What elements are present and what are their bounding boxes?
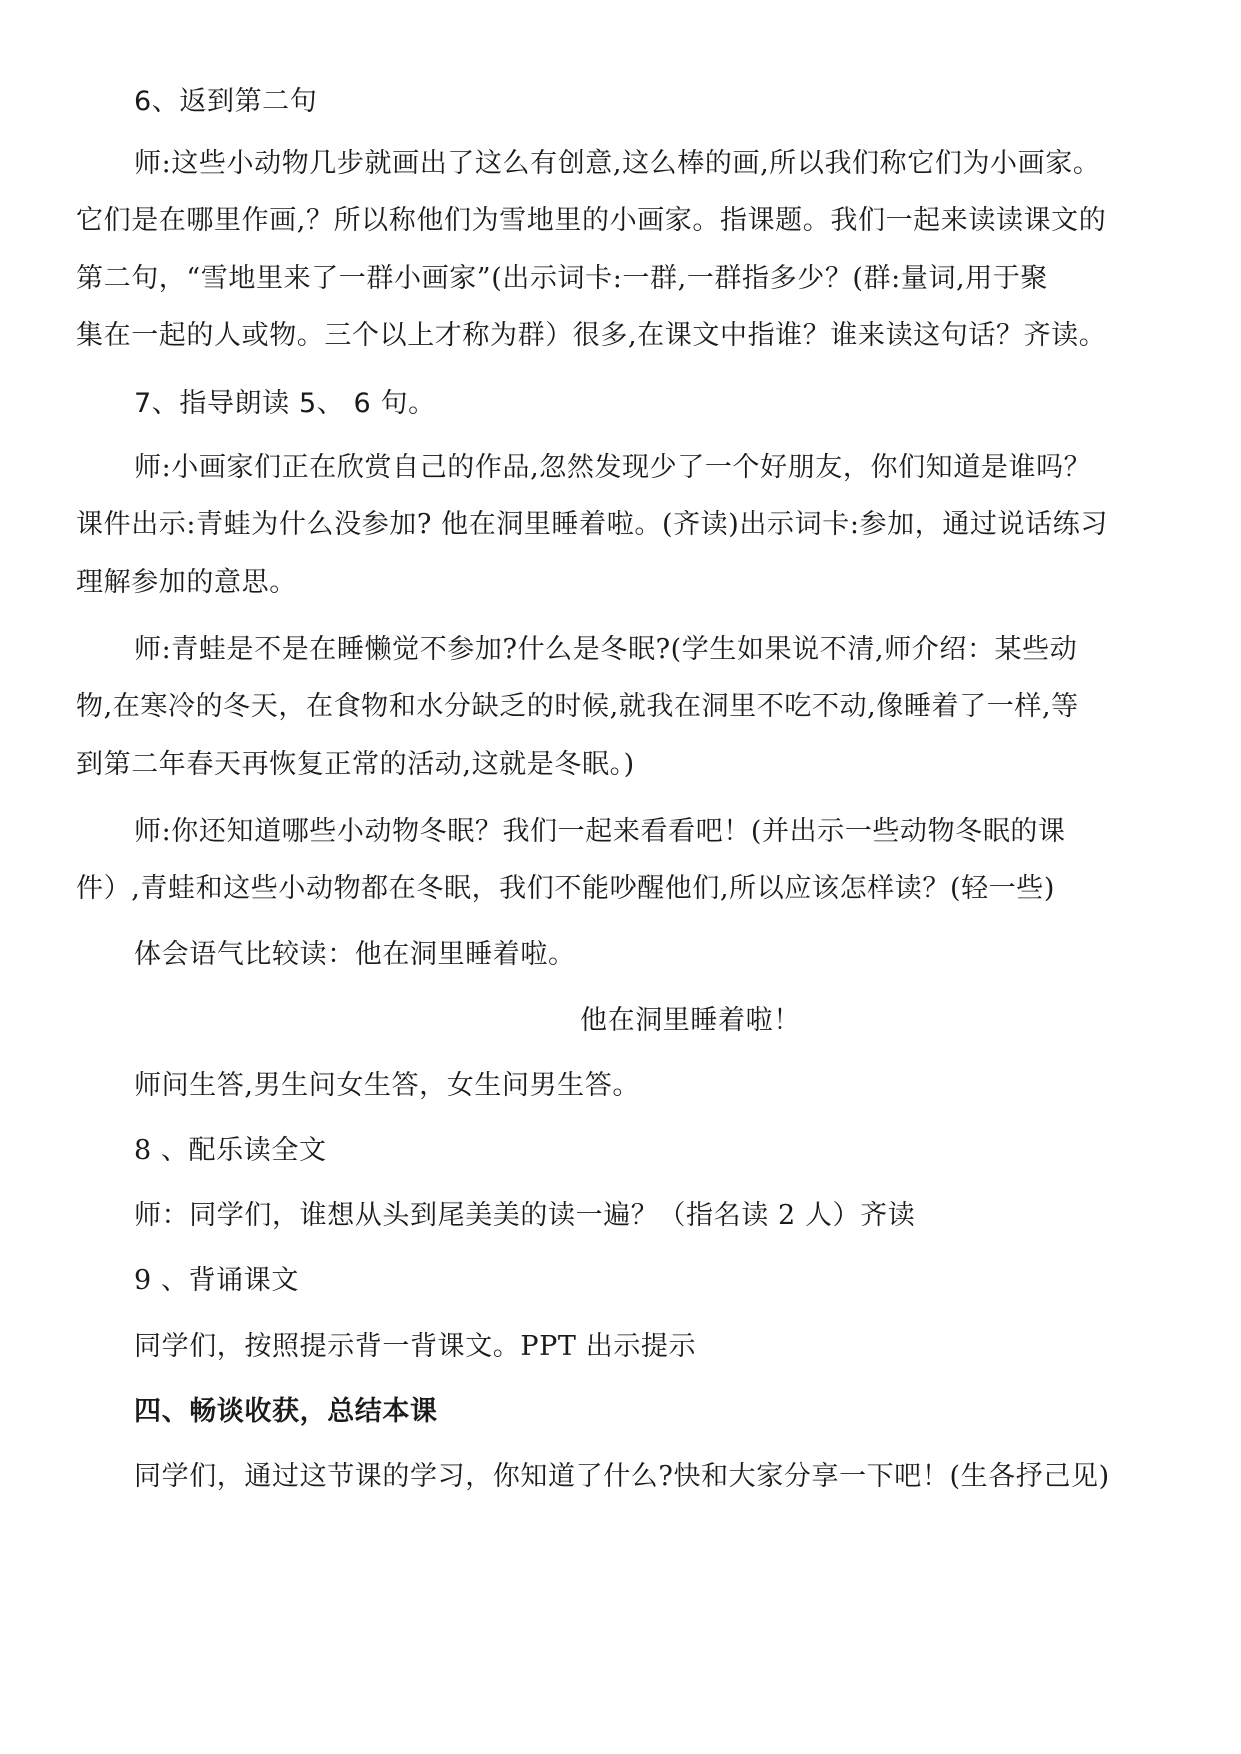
paragraph-line: 到第二年春天再恢复正常的活动,这就是冬眠。) (76, 749, 635, 780)
paragraph-line: 物,在寒冷的冬天，在食物和水分缺乏的时候,就我在洞里不吃不动,像睡着了一样,等 (76, 691, 1079, 722)
step-8-heading: 8 、配乐读全文 (134, 1135, 327, 1166)
paragraph-line: 课件出示:青蛙为什么没参加? 他在洞里睡着啦。(齐读)出示词卡:参加，通过说话练习 (76, 509, 1108, 540)
paragraph-line: 师：同学们，谁想从头到尾美美的读一遍？（指名读 2 人）齐读 (134, 1200, 916, 1231)
paragraph-line: 师:青蛙是不是在睡懒觉不参加?什么是冬眠?(学生如果说不清,师介绍：某些动 (134, 634, 1078, 665)
paragraph-line: 同学们，按照提示背一背课文。PPT 出示提示 (134, 1331, 697, 1362)
paragraph-line: 师:这些小动物几步就画出了这么有创意,这么棒的画,所以我们称它们为小画家。 (134, 148, 1101, 179)
paragraph-line: 师:小画家们正在欣赏自己的作品,忽然发现少了一个好朋友，你们知道是谁吗？ (134, 452, 1092, 483)
section-four-heading: 四、畅谈收获，总结本课 (134, 1396, 438, 1427)
paragraph-line: 第二句，“雪地里来了一群小画家”(出示词卡:一群,一群指多少？(群:量词,用于聚 (76, 263, 1049, 294)
paragraph-line: 同学们，通过这节课的学习，你知道了什么?快和大家分享一下吧！(生各抒己见) (134, 1461, 1110, 1492)
paragraph-line: 师问生答,男生问女生答，女生问男生答。 (134, 1070, 640, 1101)
paragraph-line: 集在一起的人或物。三个以上才称为群）很多,在课文中指谁？谁来读这句话？齐读。 (76, 320, 1107, 351)
paragraph-line: 件）,青蛙和这些小动物都在冬眠，我们不能吵醒他们,所以应该怎样读？(轻一些) (76, 873, 1056, 904)
paragraph-line: 它们是在哪里作画,？所以称他们为雪地里的小画家。指课题。我们一起来读读课文的 (76, 205, 1107, 236)
paragraph-line: 师:你还知道哪些小动物冬眠？我们一起来看看吧！(并出示一些动物冬眠的课 (134, 816, 1066, 847)
paragraph-line: 体会语气比较读：他在洞里睡着啦。 (134, 939, 576, 970)
comparison-sentence: 他在洞里睡着啦！ (580, 1005, 801, 1036)
step-9-heading: 9 、背诵课文 (134, 1265, 299, 1296)
step-7-heading: 7、指导朗读 5、 6 句。 (134, 388, 436, 419)
step-6-heading: 6、返到第二句 (134, 86, 318, 117)
paragraph-line: 理解参加的意思。 (76, 567, 297, 598)
